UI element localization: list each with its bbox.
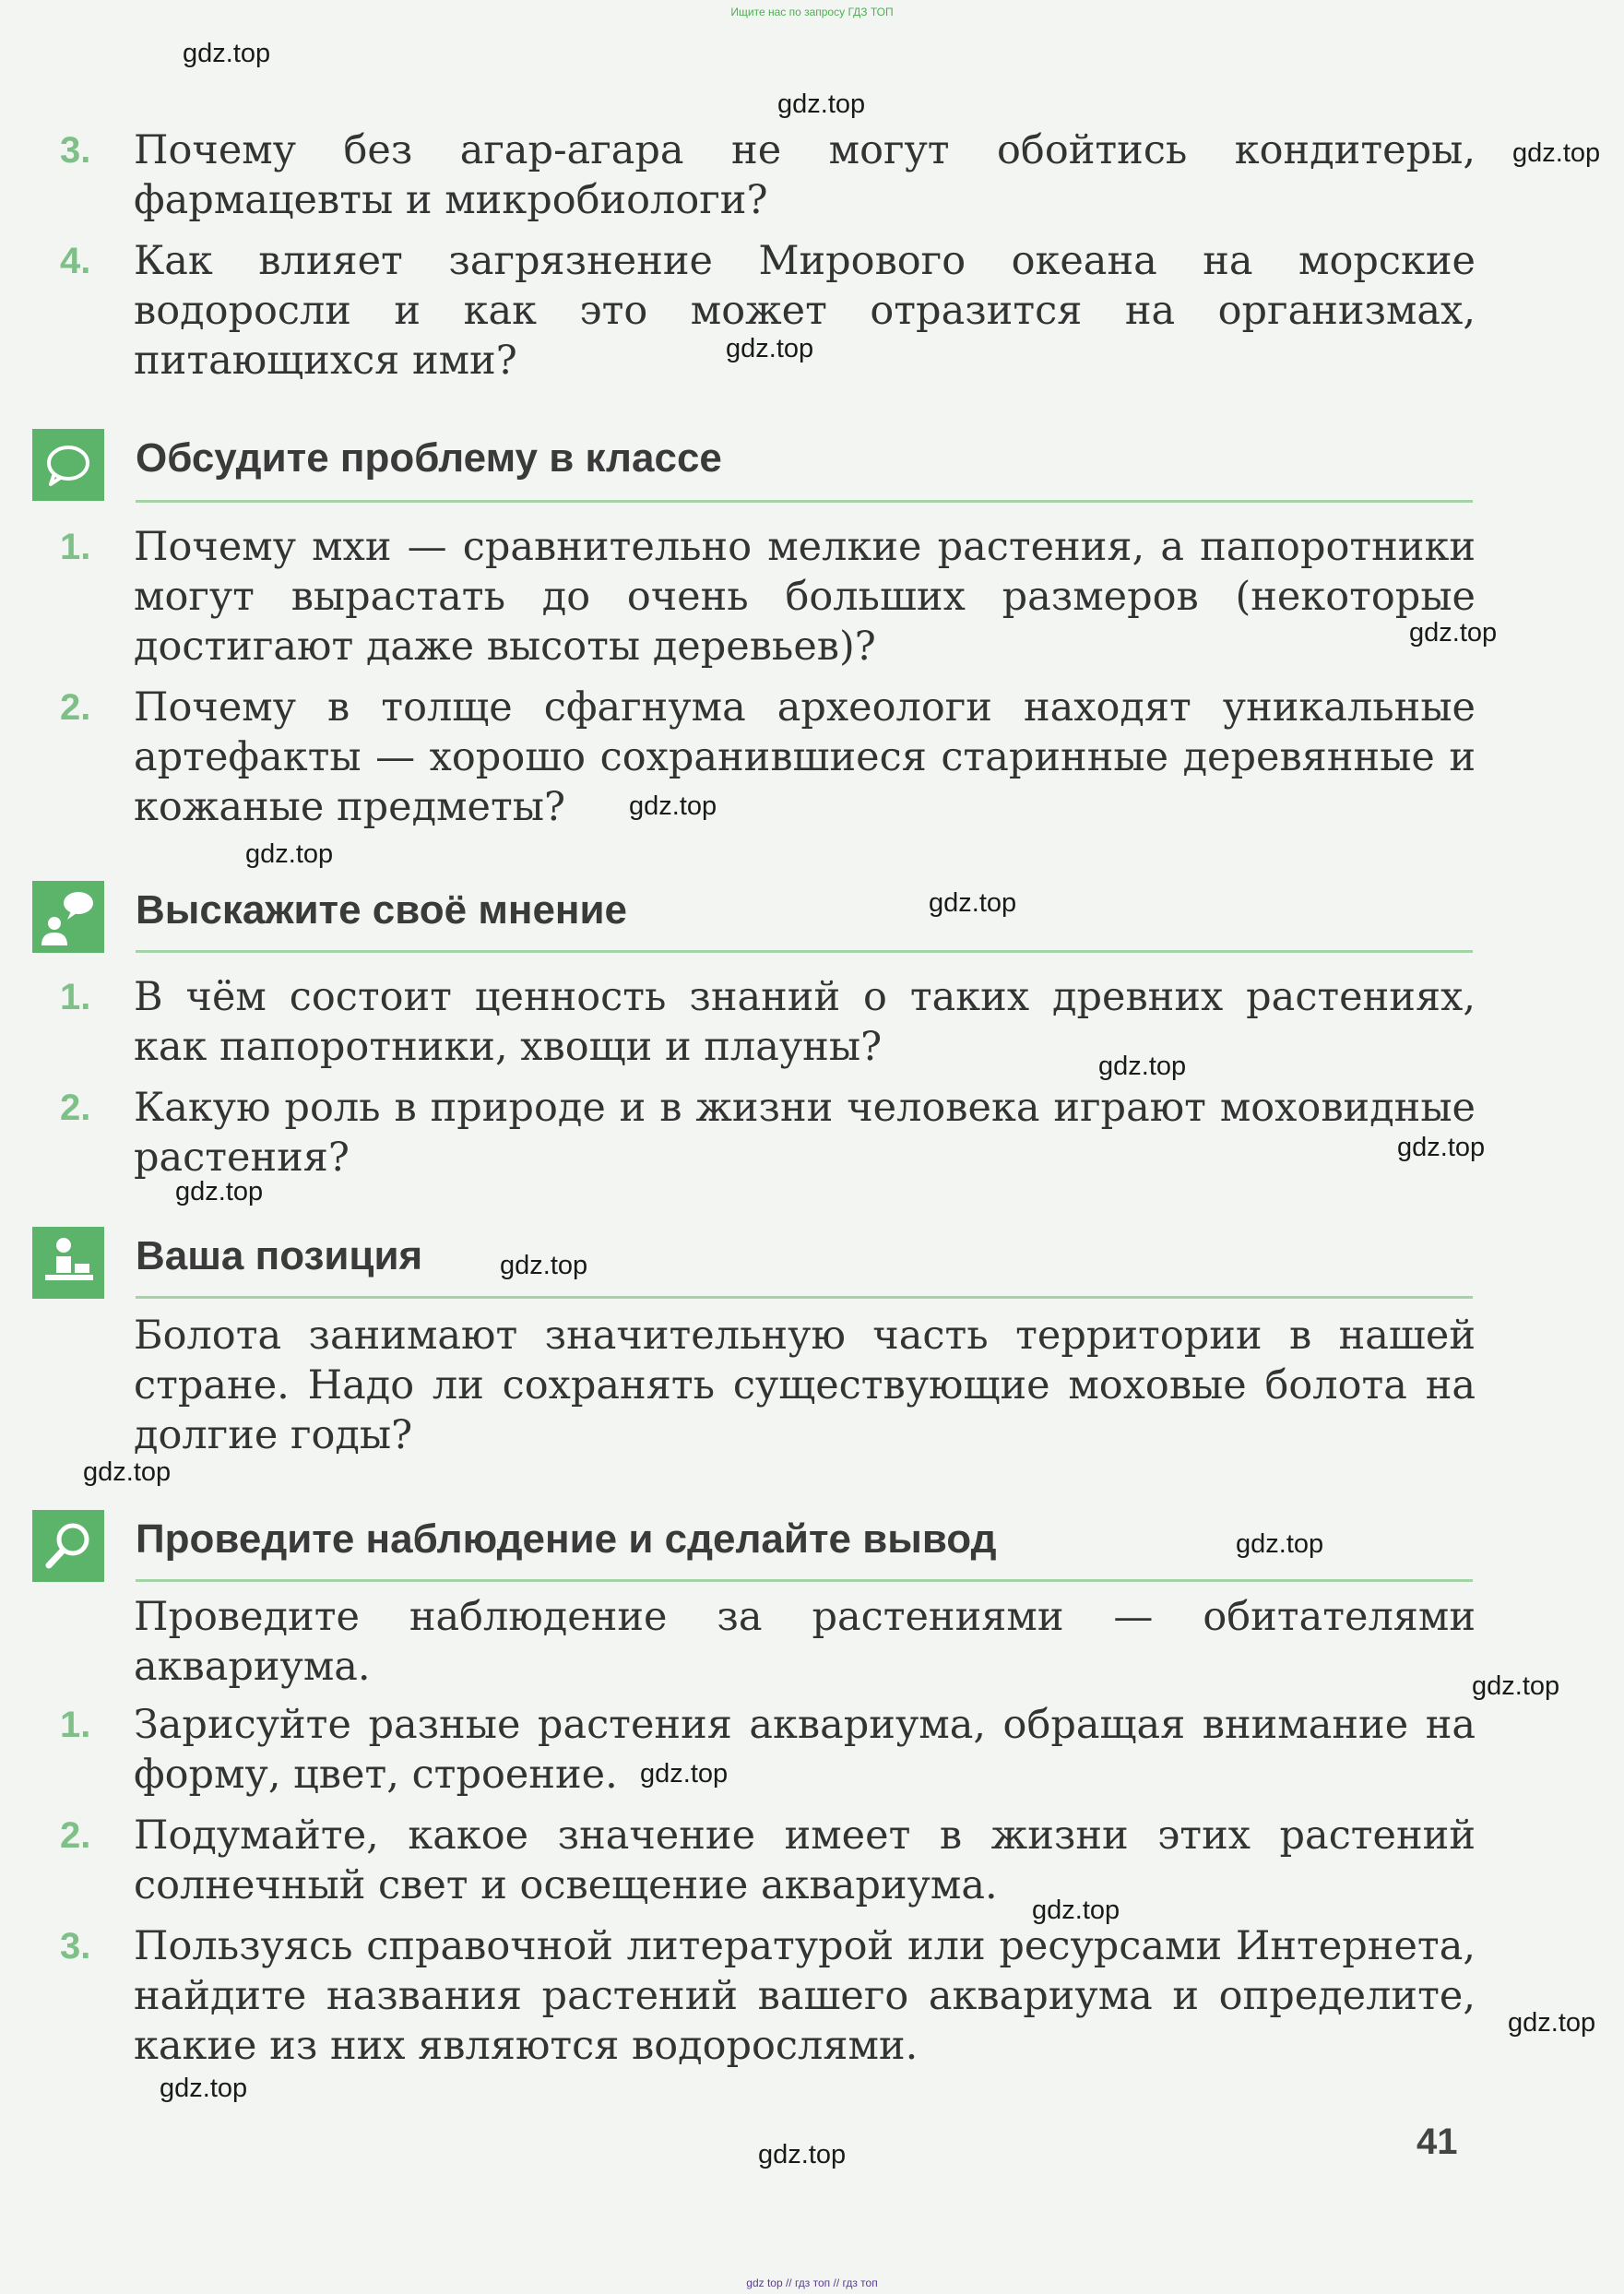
watermark: gdz.top bbox=[726, 334, 814, 363]
speech-bubble-icon bbox=[32, 429, 104, 501]
watermark: gdz.top bbox=[160, 2074, 248, 2103]
watermark: gdz.top bbox=[1236, 1529, 1324, 1559]
question-number: 2. bbox=[60, 1088, 91, 1128]
question-number: 2. bbox=[60, 687, 91, 728]
section-title-opinion: Выскажите своё мнение bbox=[136, 887, 628, 933]
person-at-desk-icon bbox=[32, 1227, 104, 1299]
question-text: Какую роль в природе и в жизни человека играют моховидные растения? bbox=[134, 1085, 1476, 1181]
watermark: gdz.top bbox=[758, 2140, 847, 2169]
question-number: 1. bbox=[60, 527, 91, 567]
question-text: Почему без агар-агара не могут обойтись кондитеры, фармацевты и микробиологи? bbox=[134, 127, 1476, 223]
section-divider bbox=[136, 1579, 1473, 1582]
section-title-position: Ваша позиция bbox=[136, 1233, 423, 1278]
watermark: gdz.top bbox=[183, 39, 271, 68]
watermark: gdz.top bbox=[1472, 1671, 1560, 1701]
question-text: В чём состоит ценность знаний о таких древних растениях, как папоротники, хвощи и плауны? bbox=[134, 974, 1476, 1070]
watermark: gdz.top bbox=[777, 89, 866, 119]
question-text: Подумайте, какое значение имеет в жизни этих растений солнечный свет и освещение аквариума. bbox=[134, 1813, 1476, 1908]
watermark: gdz.top bbox=[1098, 1052, 1187, 1081]
watermark: gdz.top bbox=[245, 839, 334, 869]
watermark: gdz.top bbox=[629, 791, 717, 821]
watermark: gdz.top bbox=[83, 1457, 172, 1487]
watermark: gdz.top bbox=[175, 1177, 264, 1206]
question-number: 1. bbox=[60, 1705, 91, 1745]
question-text: Почему в толще сфагнума археологи находят уникальные артефакты — хорошо сохранившиеся старинные деревянные и кожаные предметы? bbox=[134, 684, 1476, 830]
person-speaking-icon bbox=[32, 881, 104, 953]
magnifier-icon bbox=[32, 1510, 104, 1582]
watermark: gdz.top bbox=[640, 1759, 729, 1789]
question-number: 3. bbox=[60, 130, 91, 171]
section-divider bbox=[136, 950, 1473, 953]
question-number: 2. bbox=[60, 1815, 91, 1856]
question-text: Пользуясь справочной литературой или ресурсами Интернета, найдите названия растений вашего аквариума и определите, какие из них являются водорослями. bbox=[134, 1923, 1476, 2069]
page-number: 41 bbox=[1417, 2122, 1458, 2162]
question-text: Как влияет загрязнение Мирового океана на морские водоросли и как это может отразится на организмах, питающихся ими? bbox=[134, 238, 1476, 384]
watermark: gdz.top bbox=[1508, 2008, 1596, 2038]
watermark: gdz.top bbox=[1032, 1896, 1120, 1925]
watermark: gdz.top bbox=[1397, 1133, 1486, 1162]
bottom-banner[interactable]: gdz top // гдз топ // гдз топ bbox=[746, 2276, 878, 2289]
question-text: Почему мхи — сравнительно мелкие растения, а папоротники могут вырастать до очень больших размеров (некоторые достигают даже высоты деревьев)? bbox=[134, 524, 1476, 670]
section-title-observe: Проведите наблюдение и сделайте вывод bbox=[136, 1516, 997, 1562]
watermark: gdz.top bbox=[1409, 618, 1498, 648]
question-text: Зарисуйте разные растения аквариума, обращая внимание на форму, цвет, строение. bbox=[134, 1702, 1476, 1798]
question-number: 4. bbox=[60, 241, 91, 281]
section-divider bbox=[136, 1296, 1473, 1299]
question-number: 3. bbox=[60, 1926, 91, 1967]
top-banner[interactable]: Ищите нас по запросу ГДЗ ТОП bbox=[730, 6, 894, 18]
position-text: Болота занимают значительную часть территории в нашей стране. Надо ли сохранять существующие моховые болота на долгие годы? bbox=[134, 1313, 1476, 1458]
watermark: gdz.top bbox=[929, 888, 1017, 918]
observe-intro: Проведите наблюдение за растениями — обитателями аквариума. bbox=[134, 1594, 1476, 1690]
section-title-discuss: Обсудите проблему в классе bbox=[136, 435, 722, 481]
question-number: 1. bbox=[60, 977, 91, 1017]
watermark: gdz.top bbox=[500, 1251, 588, 1280]
watermark: gdz.top bbox=[1512, 138, 1601, 168]
section-divider bbox=[136, 500, 1473, 503]
